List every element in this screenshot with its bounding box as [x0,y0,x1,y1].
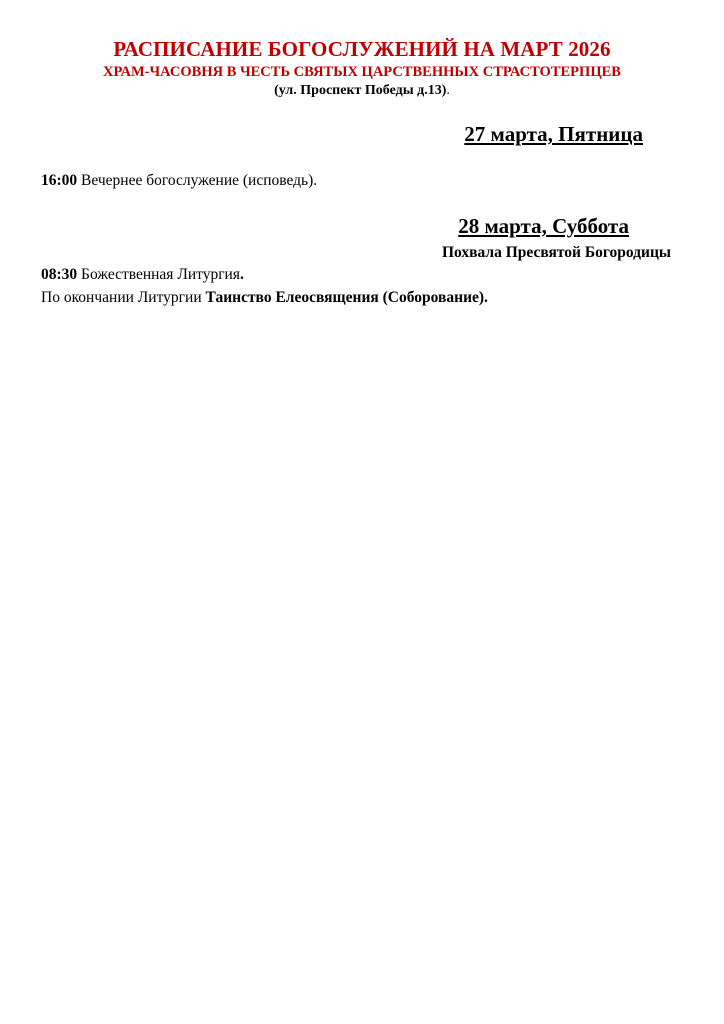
schedule-entry [41,288,488,308]
schedule-entry [41,265,244,285]
entry-time: 08:30 [41,266,78,283]
entry-time: 16:00 [41,172,78,189]
address-suffix: . [446,83,450,98]
entry-text-end: . [239,266,244,283]
feast-name: Похвала Пресвятой Богородицы [441,244,671,261]
entry-text: Вечернее богослужение (исповедь). [77,172,318,189]
entry-bold-text: Таинство Елеосвящения (Соборование). [205,289,488,306]
day-heading-march-27: 27 марта, Пятница [464,122,643,146]
day-heading-march-28: 28 марта, Суббота [458,214,629,238]
page-title: РАСПИСАНИЕ БОГОСЛУЖЕНИЙ НА МАРТ 2026 [113,37,611,61]
entry-prefix: По окончании Литургии [41,289,206,306]
entry-text: Божественная Литургия [77,266,240,283]
church-address [0,82,724,100]
address-text: (ул. Проспект Победы д.13) [274,83,447,98]
schedule-entry [41,171,317,191]
church-name: ХРАМ-ЧАСОВНЯ В ЧЕСТЬ СВЯТЫХ ЦАРСТВЕННЫХ СТРАСТОТЕРПЦЕВ [103,64,621,80]
